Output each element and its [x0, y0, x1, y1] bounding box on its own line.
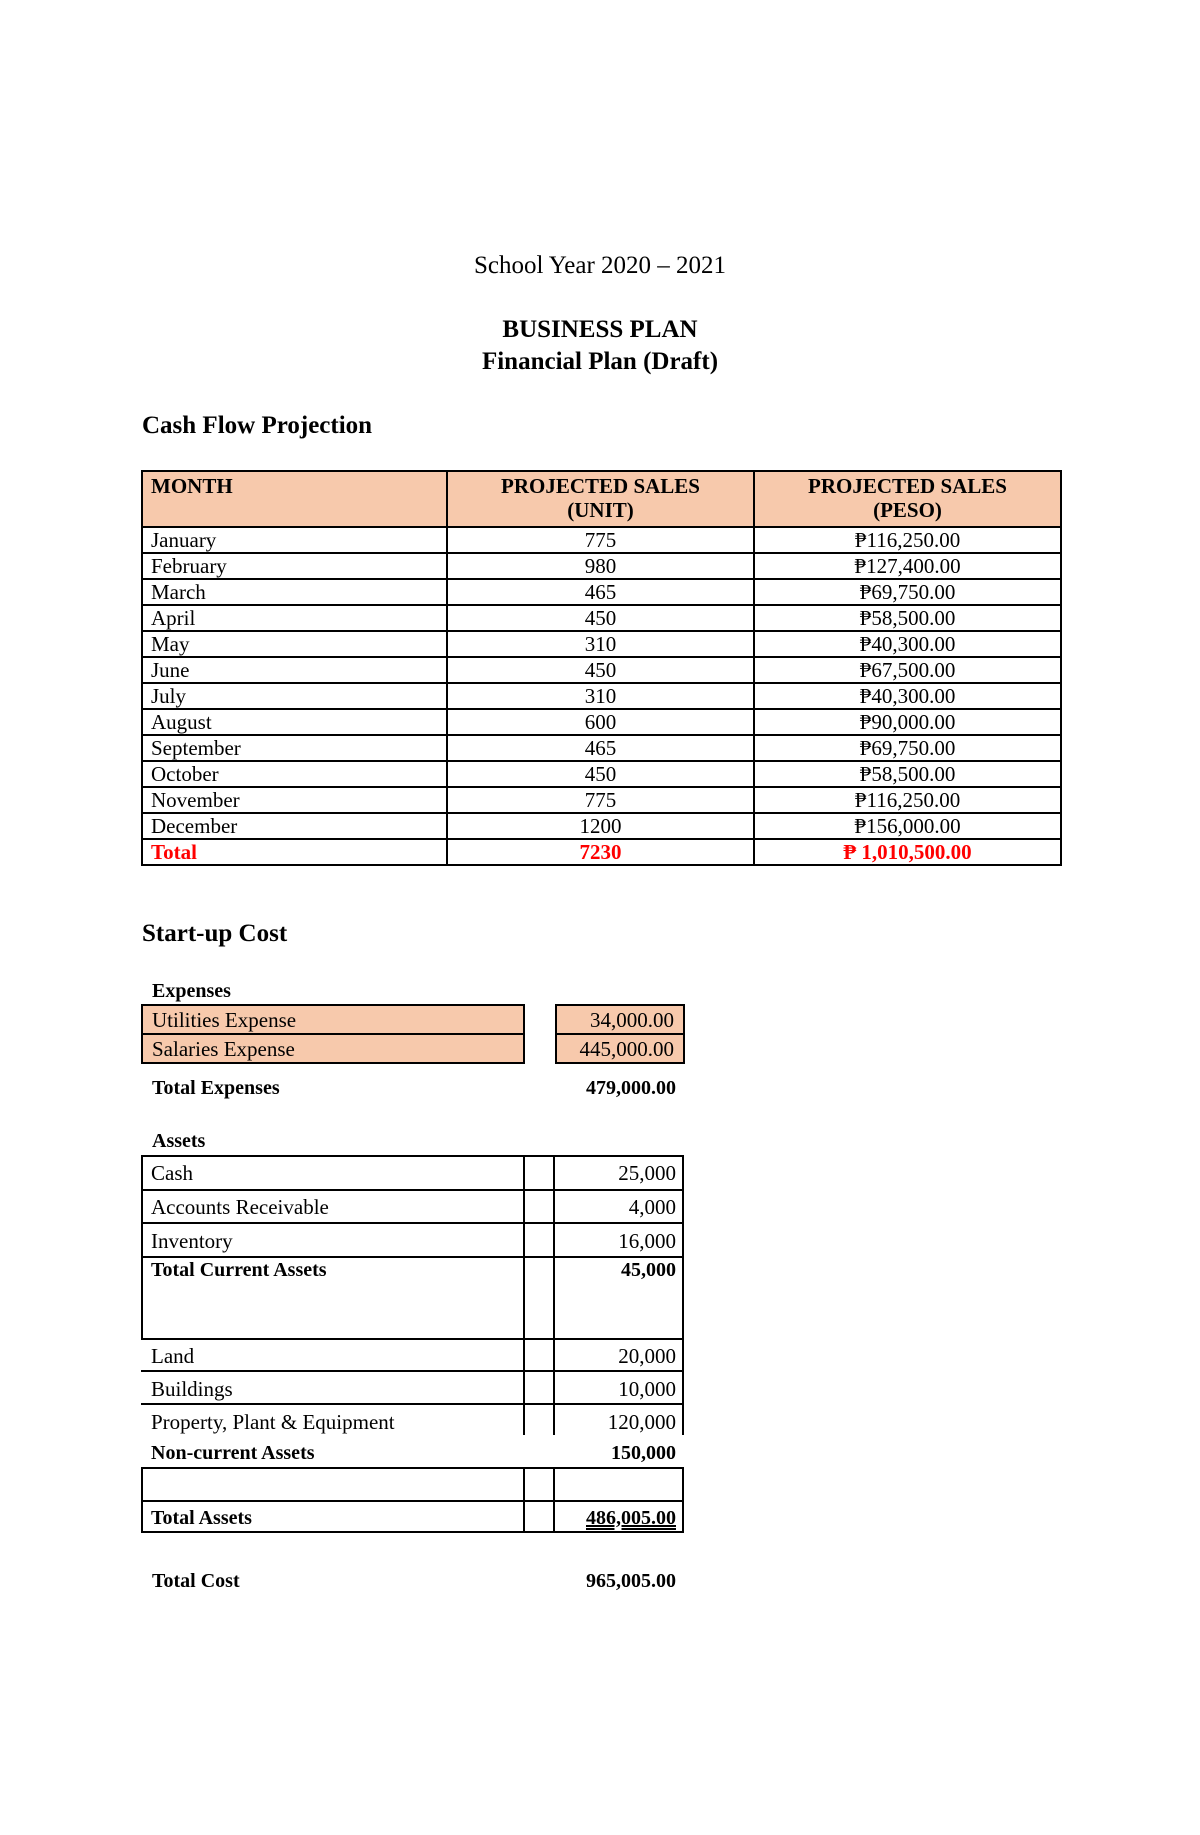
month-cell: February: [142, 553, 447, 579]
asset-inventory-value: 16,000: [618, 1229, 676, 1253]
grid-line: [141, 1370, 684, 1372]
assets-label: Assets: [152, 1130, 206, 1152]
total-current-assets-label: Total Current Assets: [151, 1259, 327, 1281]
total-row: [142, 839, 1061, 865]
startup-cost-heading: Start-up Cost: [142, 920, 288, 947]
cash-flow-table: [141, 470, 1062, 866]
total-assets-label: Total Assets: [151, 1507, 252, 1529]
total-assets-value: 486,005.00: [586, 1507, 676, 1529]
column-header-month: MONTH: [142, 471, 447, 527]
grid-line: [682, 1155, 684, 1435]
column-header-peso: [754, 471, 1061, 527]
cash-flow-heading: Cash Flow Projection: [142, 412, 373, 439]
month-cell: June: [142, 657, 447, 683]
unit-cell: 465: [447, 735, 754, 761]
month-cell: May: [142, 631, 447, 657]
total-expenses-label: Total Expenses: [152, 1077, 280, 1099]
column-header-unit: [447, 471, 754, 527]
unit-cell: 775: [447, 787, 754, 813]
peso-cell: ₱40,300.00: [754, 631, 1061, 657]
table-row: [142, 527, 1061, 553]
unit-cell: 1200: [447, 813, 754, 839]
total-expenses-value: 479,000.00: [586, 1077, 676, 1099]
total-peso: ₱ 1,010,500.00: [754, 839, 1061, 865]
asset-land-value: 20,000: [618, 1344, 676, 1368]
grid-line: [141, 1222, 684, 1224]
document-title: BUSINESS PLAN: [502, 316, 698, 343]
grid-line: [523, 1155, 525, 1435]
grid-line: [141, 1155, 684, 1157]
grid-line: [141, 1189, 684, 1191]
grid-line: [141, 1338, 684, 1340]
peso-cell: ₱127,400.00: [754, 553, 1061, 579]
unit-cell: 980: [447, 553, 754, 579]
salaries-expense-value: 445,000.00: [555, 1033, 685, 1064]
grid-line: [141, 1467, 143, 1533]
peso-cell: ₱58,500.00: [754, 605, 1061, 631]
unit-cell: 450: [447, 761, 754, 787]
total-label: Total: [142, 839, 447, 865]
table-row: [142, 709, 1061, 735]
asset-receivable-value: 4,000: [628, 1195, 676, 1219]
month-cell: December: [142, 813, 447, 839]
unit-cell: 310: [447, 683, 754, 709]
table-row: [142, 761, 1061, 787]
cash-flow-header-row: [142, 471, 1061, 527]
asset-ppe-label: Property, Plant & Equipment: [151, 1410, 395, 1434]
utilities-expense-label: Utilities Expense: [141, 1004, 525, 1035]
asset-buildings-label: Buildings: [151, 1377, 233, 1401]
total-cost-label: Total Cost: [152, 1570, 240, 1592]
peso-cell: ₱40,300.00: [754, 683, 1061, 709]
unit-cell: 465: [447, 579, 754, 605]
month-cell: March: [142, 579, 447, 605]
school-year: School Year 2020 – 2021: [473, 252, 727, 279]
peso-cell: ₱67,500.00: [754, 657, 1061, 683]
column-header-peso-line1: PROJECTED SALES: [808, 474, 1007, 498]
document-subtitle: Financial Plan (Draft): [481, 348, 719, 375]
grid-line: [523, 1467, 525, 1533]
grid-line: [141, 1500, 684, 1502]
asset-buildings-value: 10,000: [618, 1377, 676, 1401]
column-header-unit-line1: PROJECTED SALES: [501, 474, 700, 498]
month-cell: October: [142, 761, 447, 787]
grid-line: [141, 1155, 143, 1338]
grid-line: [141, 1467, 684, 1469]
salaries-expense-label: Salaries Expense: [141, 1033, 525, 1064]
table-row: [142, 553, 1061, 579]
table-row: [142, 605, 1061, 631]
peso-cell: ₱58,500.00: [754, 761, 1061, 787]
month-cell: July: [142, 683, 447, 709]
asset-inventory-label: Inventory: [151, 1229, 233, 1253]
asset-cash-label: Cash: [151, 1161, 193, 1185]
noncurrent-assets-value: 150,000: [611, 1442, 676, 1464]
asset-cash-value: 25,000: [618, 1161, 676, 1185]
unit-cell: 450: [447, 657, 754, 683]
month-cell: April: [142, 605, 447, 631]
month-cell: September: [142, 735, 447, 761]
asset-receivable-label: Accounts Receivable: [151, 1195, 329, 1219]
column-header-unit-line2: (UNIT): [567, 498, 634, 522]
month-cell: August: [142, 709, 447, 735]
column-header-peso-line2: (PESO): [873, 498, 942, 522]
table-row: [142, 657, 1061, 683]
expenses-label: Expenses: [152, 980, 231, 1002]
table-row: [142, 631, 1061, 657]
unit-cell: 600: [447, 709, 754, 735]
total-unit: 7230: [447, 839, 754, 865]
peso-cell: ₱90,000.00: [754, 709, 1061, 735]
noncurrent-assets-label: Non-current Assets: [151, 1442, 315, 1464]
asset-ppe-value: 120,000: [607, 1410, 676, 1434]
peso-cell: ₱69,750.00: [754, 579, 1061, 605]
month-cell: November: [142, 787, 447, 813]
table-row: [142, 579, 1061, 605]
peso-cell: ₱156,000.00: [754, 813, 1061, 839]
asset-land-label: Land: [151, 1344, 195, 1368]
table-row: [142, 813, 1061, 839]
grid-line: [682, 1467, 684, 1533]
grid-line: [141, 1531, 684, 1533]
month-cell: January: [142, 527, 447, 553]
peso-cell: ₱69,750.00: [754, 735, 1061, 761]
peso-cell: ₱116,250.00: [754, 527, 1061, 553]
unit-cell: 450: [447, 605, 754, 631]
table-row: [142, 787, 1061, 813]
unit-cell: 775: [447, 527, 754, 553]
total-current-assets-value: 45,000: [621, 1259, 676, 1281]
unit-cell: 310: [447, 631, 754, 657]
grid-line: [141, 1403, 684, 1405]
utilities-expense-value: 34,000.00: [555, 1004, 685, 1035]
total-cost-value: 965,005.00: [586, 1570, 676, 1592]
table-row: [142, 683, 1061, 709]
peso-cell: ₱116,250.00: [754, 787, 1061, 813]
table-row: [142, 735, 1061, 761]
